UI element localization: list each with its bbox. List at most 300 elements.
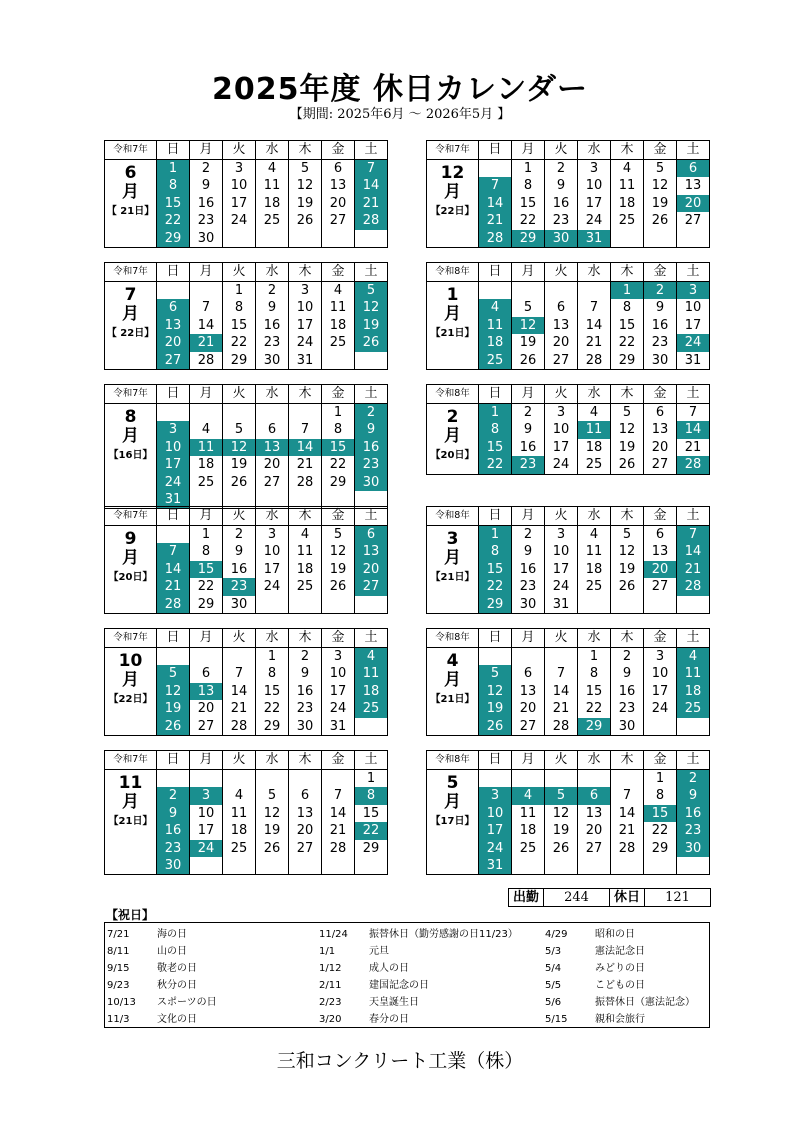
day-cell: 28 (677, 578, 710, 595)
weekday-header: 月 (190, 141, 223, 160)
day-cell: 28 (190, 352, 223, 370)
weekday-header: 木 (611, 507, 644, 526)
day-cell: 18 (611, 195, 644, 212)
holiday-date: 3/20 (319, 1014, 342, 1025)
month-unit: 月 (122, 670, 139, 690)
day-cell: 11 (355, 665, 388, 682)
day-cell: 12 (223, 439, 256, 456)
day-cell (223, 648, 256, 666)
holiday-date: 8/11 (107, 946, 130, 957)
era-label: 令和8年 (427, 629, 479, 648)
day-cell: 4 (578, 404, 611, 422)
day-cell: 15 (578, 683, 611, 700)
day-cell: 13 (644, 421, 677, 438)
day-cell: 1 (578, 648, 611, 666)
day-cell: 13 (578, 805, 611, 822)
weekday-header: 土 (355, 629, 388, 648)
day-cell: 22 (190, 578, 223, 595)
day-cell: 5 (355, 282, 388, 300)
weekday-header: 日 (479, 263, 512, 282)
day-cell: 12 (545, 805, 578, 822)
day-cell: 26 (479, 718, 512, 736)
weekday-header: 日 (157, 751, 190, 770)
day-cell: 28 (355, 212, 388, 229)
weekday-header: 火 (545, 507, 578, 526)
day-cell (256, 857, 289, 875)
day-cell: 15 (611, 317, 644, 334)
day-cell: 4 (479, 299, 512, 316)
day-cell (512, 857, 545, 875)
weekday-header: 火 (223, 751, 256, 770)
holiday-name: 海の日 (157, 929, 187, 940)
month-label (427, 770, 479, 875)
weekday-header: 水 (578, 507, 611, 526)
day-cell: 12 (355, 299, 388, 316)
day-cell: 27 (644, 578, 677, 595)
day-cell: 12 (611, 421, 644, 438)
day-cell (223, 230, 256, 248)
day-cell: 28 (479, 230, 512, 248)
day-cell: 19 (355, 317, 388, 334)
day-cell: 23 (644, 334, 677, 351)
day-cell: 26 (545, 840, 578, 857)
day-cell: 6 (512, 665, 545, 682)
day-cell: 7 (545, 665, 578, 682)
day-cell: 4 (677, 648, 710, 666)
day-cell: 14 (157, 561, 190, 578)
work-days-value: 244 (544, 889, 610, 906)
day-cell: 23 (611, 700, 644, 717)
day-cell: 20 (157, 334, 190, 351)
day-cell: 27 (644, 456, 677, 474)
day-cell (479, 770, 512, 788)
holiday-name: 成人の日 (369, 963, 409, 974)
day-cell (157, 648, 190, 666)
era-label: 令和7年 (427, 141, 479, 160)
holiday-entry (319, 977, 518, 994)
day-cell: 17 (223, 195, 256, 212)
day-cell: 22 (611, 334, 644, 351)
day-cell: 25 (512, 840, 545, 857)
day-cell: 3 (289, 282, 322, 300)
day-cell (545, 857, 578, 875)
weekday-header: 火 (223, 507, 256, 526)
day-cell: 19 (256, 822, 289, 839)
day-cell: 23 (223, 578, 256, 595)
day-cell: 17 (322, 683, 355, 700)
day-cell (157, 770, 190, 788)
day-cell: 10 (157, 439, 190, 456)
day-cell (677, 857, 710, 875)
day-cell: 22 (256, 700, 289, 717)
day-cell: 11 (578, 543, 611, 560)
era-label: 令和7年 (105, 629, 157, 648)
holiday-date: 5/4 (545, 963, 562, 974)
day-cell: 28 (578, 352, 611, 370)
day-cell: 29 (479, 596, 512, 614)
day-cell: 13 (157, 317, 190, 334)
month-number: 5 (446, 773, 459, 793)
day-cell: 22 (479, 456, 512, 474)
day-cell (545, 282, 578, 300)
day-cell: 7 (157, 543, 190, 560)
day-cell: 28 (157, 596, 190, 614)
weekday-header: 土 (677, 385, 710, 404)
day-cell: 2 (256, 282, 289, 300)
day-cell: 31 (289, 352, 322, 370)
day-cell: 29 (355, 840, 388, 857)
day-cell: 13 (355, 543, 388, 560)
day-cell: 24 (545, 456, 578, 474)
day-cell (256, 230, 289, 248)
month-calendar (104, 750, 388, 875)
day-cell: 9 (289, 665, 322, 682)
month-number: 10 (118, 651, 143, 671)
day-cell: 11 (190, 439, 223, 456)
day-cell: 24 (190, 840, 223, 857)
day-cell: 16 (355, 439, 388, 456)
day-cell: 4 (611, 160, 644, 178)
day-cell: 24 (479, 840, 512, 857)
day-cell: 21 (677, 439, 710, 456)
holiday-date: 10/13 (107, 997, 136, 1008)
day-cell: 16 (289, 683, 322, 700)
day-cell: 13 (644, 543, 677, 560)
day-cell: 9 (223, 543, 256, 560)
day-cell (545, 648, 578, 666)
day-cell: 17 (578, 195, 611, 212)
day-cell: 27 (157, 352, 190, 370)
weekday-header: 水 (578, 263, 611, 282)
weekday-header: 月 (190, 751, 223, 770)
weekday-header: 木 (289, 263, 322, 282)
holiday-date: 1/1 (319, 946, 336, 957)
day-cell (578, 770, 611, 788)
month-unit: 月 (444, 182, 461, 202)
day-cell: 9 (611, 665, 644, 682)
day-cell: 27 (322, 212, 355, 229)
day-cell: 6 (545, 299, 578, 316)
weekday-header: 月 (512, 263, 545, 282)
day-cell: 22 (157, 212, 190, 229)
day-cell: 9 (644, 299, 677, 316)
day-cell: 14 (322, 805, 355, 822)
day-cell: 10 (545, 421, 578, 438)
month-number: 7 (124, 285, 137, 305)
holiday-count: 【21日】 (430, 572, 475, 583)
day-cell: 13 (322, 177, 355, 194)
holiday-count: 【17日】 (430, 816, 475, 827)
day-cell: 18 (322, 317, 355, 334)
day-cell: 26 (157, 718, 190, 736)
day-cell (578, 282, 611, 300)
holiday-list (104, 922, 710, 1028)
day-cell: 18 (479, 334, 512, 351)
day-cell (256, 404, 289, 422)
day-cell: 10 (256, 543, 289, 560)
era-label: 令和8年 (427, 263, 479, 282)
day-cell: 21 (578, 334, 611, 351)
day-cell: 17 (545, 439, 578, 456)
holiday-entry (545, 994, 695, 1011)
day-cell: 29 (611, 352, 644, 370)
day-cell: 8 (611, 299, 644, 316)
weekday-header: 土 (355, 385, 388, 404)
holiday-entry (107, 926, 217, 943)
weekday-header: 木 (289, 629, 322, 648)
weekday-header: 水 (256, 385, 289, 404)
day-cell: 16 (611, 683, 644, 700)
day-cell: 19 (644, 195, 677, 212)
day-cell: 16 (223, 561, 256, 578)
month-calendar (426, 262, 710, 370)
day-cell: 18 (677, 683, 710, 700)
day-cell: 7 (479, 177, 512, 194)
work-days-label: 出勤 (509, 889, 544, 906)
holiday-column (545, 926, 695, 1028)
day-cell: 19 (479, 700, 512, 717)
day-cell: 27 (256, 474, 289, 491)
day-cell: 17 (677, 317, 710, 334)
day-cell (677, 230, 710, 248)
holiday-name: 昭和の日 (595, 929, 635, 940)
holiday-name: 敬老の日 (157, 963, 197, 974)
day-cell (479, 160, 512, 178)
day-cell: 23 (190, 212, 223, 229)
day-cell: 13 (545, 317, 578, 334)
day-cell: 27 (512, 718, 545, 736)
day-cell: 24 (545, 578, 578, 595)
day-cell: 1 (190, 526, 223, 544)
day-cell: 26 (644, 212, 677, 229)
weekday-header: 土 (677, 751, 710, 770)
weekday-header: 木 (611, 385, 644, 404)
month-label (105, 160, 157, 248)
day-cell: 26 (611, 578, 644, 595)
weekday-header: 木 (289, 141, 322, 160)
day-cell (322, 770, 355, 788)
weekday-header: 月 (512, 629, 545, 648)
weekday-header: 水 (256, 629, 289, 648)
day-cell (190, 404, 223, 422)
day-cell (611, 770, 644, 788)
day-cell: 9 (512, 543, 545, 560)
day-cell: 15 (512, 195, 545, 212)
day-cell (644, 596, 677, 614)
day-cell (223, 770, 256, 788)
weekday-header: 木 (289, 385, 322, 404)
weekday-header: 木 (611, 751, 644, 770)
day-cell: 9 (256, 299, 289, 316)
month-unit: 月 (122, 548, 139, 568)
day-cell (512, 770, 545, 788)
day-cell: 1 (223, 282, 256, 300)
day-cell: 23 (512, 578, 545, 595)
weekday-header: 水 (578, 385, 611, 404)
day-cell: 8 (479, 421, 512, 438)
day-cell: 5 (512, 299, 545, 316)
day-cell: 24 (578, 212, 611, 229)
day-cell: 15 (322, 439, 355, 456)
weekday-header: 日 (157, 263, 190, 282)
day-cell: 3 (545, 526, 578, 544)
weekday-header: 水 (256, 507, 289, 526)
day-cell: 4 (322, 282, 355, 300)
day-cell: 5 (157, 665, 190, 682)
day-cell (289, 404, 322, 422)
day-cell: 23 (256, 334, 289, 351)
day-cell (512, 282, 545, 300)
weekday-header: 土 (355, 507, 388, 526)
holiday-count: 【22日】 (430, 206, 475, 217)
weekday-header: 月 (512, 141, 545, 160)
day-cell: 3 (578, 160, 611, 178)
day-cell: 20 (322, 195, 355, 212)
day-cell: 13 (289, 805, 322, 822)
day-cell: 20 (190, 700, 223, 717)
day-cell: 30 (157, 857, 190, 875)
day-cell: 25 (256, 212, 289, 229)
month-number: 2 (446, 407, 459, 427)
day-cell: 22 (578, 700, 611, 717)
day-cell: 30 (289, 718, 322, 736)
day-cell (289, 770, 322, 788)
holiday-name: 文化の日 (157, 1014, 197, 1025)
month-label (105, 526, 157, 614)
weekday-header: 日 (479, 507, 512, 526)
day-cell: 6 (578, 787, 611, 804)
day-cell: 10 (322, 665, 355, 682)
day-cell: 26 (322, 578, 355, 595)
weekday-header: 火 (223, 263, 256, 282)
day-cell: 29 (157, 230, 190, 248)
day-cell: 14 (677, 421, 710, 438)
day-cell: 11 (289, 543, 322, 560)
day-cell: 29 (190, 596, 223, 614)
day-cell: 30 (256, 352, 289, 370)
weekday-header: 金 (322, 263, 355, 282)
day-cell (289, 857, 322, 875)
day-cell: 7 (578, 299, 611, 316)
day-cell: 27 (578, 840, 611, 857)
day-cell: 26 (289, 212, 322, 229)
day-cell: 20 (644, 561, 677, 578)
holiday-date: 9/15 (107, 963, 130, 974)
holiday-entry (107, 943, 217, 960)
day-cell: 24 (289, 334, 322, 351)
day-cell: 4 (190, 421, 223, 438)
day-cell: 2 (223, 526, 256, 544)
day-cell: 17 (644, 683, 677, 700)
weekday-header: 金 (644, 507, 677, 526)
day-cell: 17 (289, 317, 322, 334)
day-cell: 30 (644, 352, 677, 370)
day-cell: 30 (677, 840, 710, 857)
off-days-label: 休日 (610, 889, 645, 906)
day-cell: 8 (322, 421, 355, 438)
era-label: 令和8年 (427, 507, 479, 526)
day-cell: 9 (545, 177, 578, 194)
holiday-name: 山の日 (157, 946, 187, 957)
month-label (105, 404, 157, 509)
day-cell: 28 (677, 456, 710, 474)
day-cell: 11 (611, 177, 644, 194)
holiday-name: 振替休日（勤労感謝の日11/23） (369, 929, 518, 940)
day-cell: 14 (545, 683, 578, 700)
day-cell: 19 (322, 561, 355, 578)
day-cell: 3 (644, 648, 677, 666)
weekday-header: 水 (256, 141, 289, 160)
day-cell (644, 857, 677, 875)
day-cell: 29 (322, 474, 355, 491)
day-cell: 29 (256, 718, 289, 736)
day-cell: 29 (644, 840, 677, 857)
day-cell: 10 (223, 177, 256, 194)
era-label: 令和7年 (105, 263, 157, 282)
holiday-name: 天皇誕生日 (369, 997, 419, 1008)
weekday-header: 日 (157, 385, 190, 404)
month-unit: 月 (122, 792, 139, 812)
day-cell: 17 (157, 456, 190, 473)
holiday-count: 【 22日】 (106, 328, 155, 339)
day-cell (157, 404, 190, 422)
holiday-entry (107, 960, 217, 977)
weekday-header: 月 (512, 751, 545, 770)
weekday-header: 土 (355, 751, 388, 770)
holiday-name: こどもの日 (595, 980, 645, 991)
day-cell: 11 (256, 177, 289, 194)
day-cell (157, 282, 190, 300)
weekday-header: 土 (355, 263, 388, 282)
day-cell: 13 (677, 177, 710, 194)
month-number: 4 (446, 651, 459, 671)
day-cell: 16 (256, 317, 289, 334)
day-cell: 1 (479, 526, 512, 544)
month-number: 3 (446, 529, 459, 549)
day-cell: 11 (479, 317, 512, 334)
day-cell: 14 (289, 439, 322, 456)
weekday-header: 火 (545, 751, 578, 770)
weekday-header: 火 (545, 629, 578, 648)
era-label: 令和7年 (105, 751, 157, 770)
day-cell: 19 (611, 439, 644, 456)
day-cell: 8 (256, 665, 289, 682)
day-cell: 15 (157, 195, 190, 212)
day-cell: 26 (611, 456, 644, 474)
day-cell: 18 (289, 561, 322, 578)
day-cell: 14 (190, 317, 223, 334)
month-calendar (426, 506, 710, 614)
day-cell: 7 (677, 404, 710, 422)
day-cell: 8 (190, 543, 223, 560)
weekday-header: 日 (479, 385, 512, 404)
day-cell: 15 (644, 805, 677, 822)
weekday-header: 金 (644, 385, 677, 404)
day-cell: 30 (512, 596, 545, 614)
day-cell: 2 (545, 160, 578, 178)
day-cell: 5 (479, 665, 512, 682)
day-cell: 10 (644, 665, 677, 682)
era-label: 令和7年 (105, 141, 157, 160)
weekday-header: 水 (256, 751, 289, 770)
month-number: 6 (124, 163, 137, 183)
holiday-count: 【21日】 (108, 816, 153, 827)
day-cell: 9 (512, 421, 545, 438)
day-cell: 23 (289, 700, 322, 717)
day-cell: 23 (355, 456, 388, 473)
day-cell: 23 (512, 456, 545, 474)
day-cell: 19 (157, 700, 190, 717)
